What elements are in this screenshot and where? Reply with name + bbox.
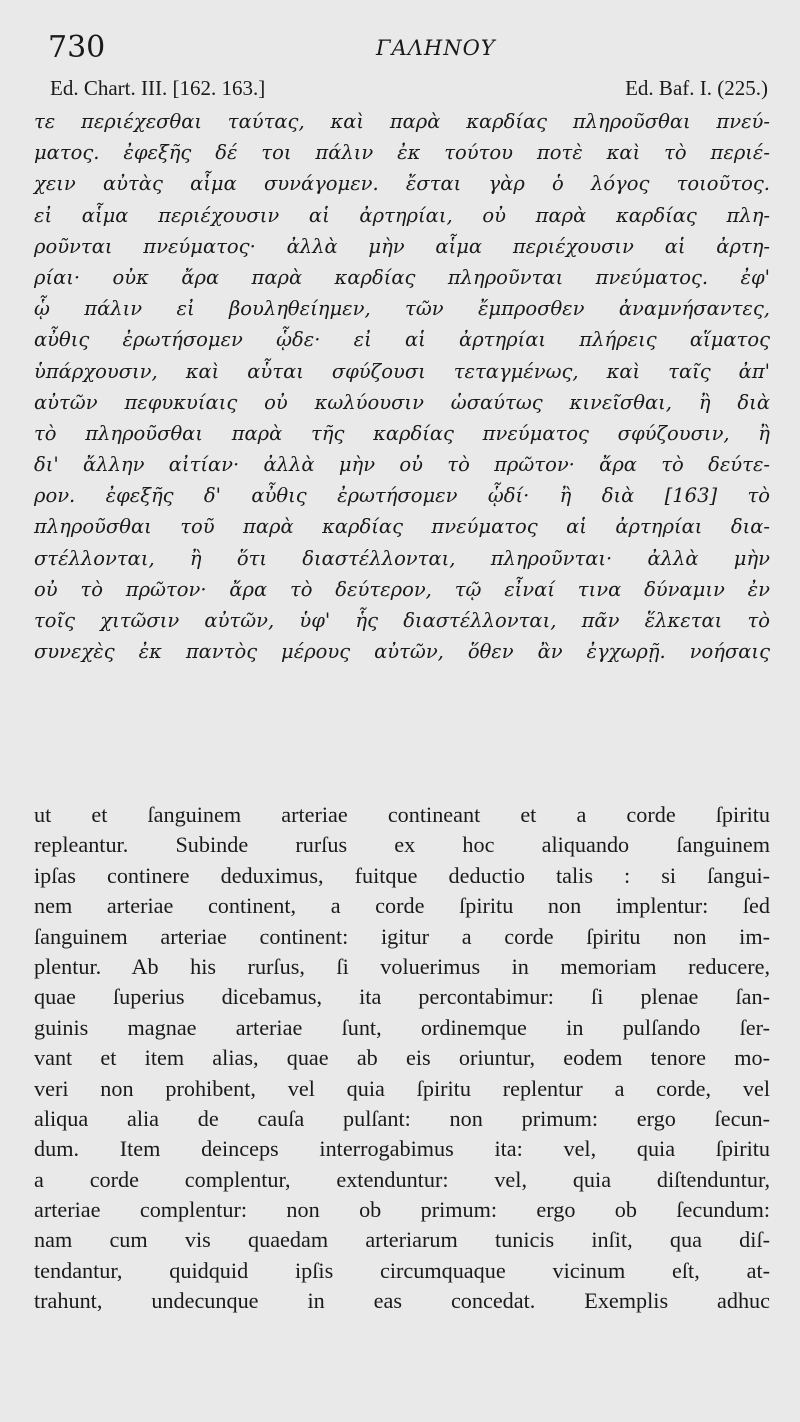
greek-text-line: ματος. ἐφεξῆς δέ τοι πάλιν ἐκ τούτου ποτὲ καὶ τὸ περιέ- — [34, 141, 770, 165]
greek-text-line: στέλλονται, ἢ ὅτι διαστέλλονται, πληροῦνται· ἀλλὰ μὴν — [34, 546, 770, 570]
greek-text-line: αὐτῶν πεφυκυίαις οὐ κωλύουσιν ὡσαύτως κινεῖσθαι, ἢ διὰ — [34, 390, 770, 414]
greek-text-line: αὖθις ἐρωτήσομεν ᾧδε· εἰ αἱ ἀρτηρίαι πλήρεις αἵματος — [34, 328, 770, 352]
latin-text-block — [34, 800, 770, 1317]
running-title: ΓΑΛΗΝΟΥ — [376, 36, 496, 60]
latin-text-line: tendantur, quidquid ipſis circumquaque vicinum eſt, at- — [34, 1257, 770, 1283]
greek-text-line: πληροῦσθαι τοῦ παρὰ καρδίας πνεύματος αἱ ἀρτηρίαι δια- — [34, 515, 770, 539]
greek-text-block — [34, 106, 770, 667]
greek-text-line: ὑπάρχουσιν, καὶ αὗται σφύζουσι τεταγμένως, καὶ ταῖς ἀπ' — [34, 359, 770, 383]
latin-text-line: quae ſuperius dicebamus, ita percontabimur: ſi plenae ſan- — [34, 984, 770, 1010]
latin-text-line: repleantur. Subinde rurſus ex hoc aliquando ſanguinem — [34, 832, 770, 858]
greek-text-line: τὸ πληροῦσθαι παρὰ τῆς καρδίας πνεύματος σφύζουσιν, ἢ — [34, 421, 770, 445]
greek-text-line: τοῖς χιτῶσιν αὐτῶν, ὑφ' ἧς διαστέλλονται, πᾶν ἕλκεται τὸ — [34, 609, 770, 632]
latin-text-line: veri non prohibent, vel quia ſpiritu replentur a corde, vel — [34, 1075, 770, 1101]
latin-text-line: dum. Item deinceps interrogabimus ita: vel, quia ſpiritu — [34, 1136, 770, 1162]
page-header — [40, 30, 770, 70]
latin-text-line: guinis magnae arteriae ſunt, ordinemque in pulſando ſer- — [34, 1014, 770, 1040]
greek-text-line: οὐ τὸ πρῶτον· ἄρα τὸ δεύτερον, τῷ εἶναί τινα δύναμιν ἐν — [34, 577, 770, 601]
latin-text-line: ut et ſanguinem arteriae contineant et a corde ſpiritu — [34, 802, 770, 827]
edition-reference-basel: Ed. Baf. I. (225.) — [625, 76, 768, 100]
greek-text-line: ροῦνται πνεύματος· ἀλλὰ μὴν αἷμα περιέχουσιν αἱ ἀρτη- — [34, 234, 770, 258]
latin-text-line: aliqua alia de cauſa pulſant: non primum: ergo ſecun- — [34, 1105, 770, 1131]
edition-reference-chart: Ed. Chart. III. [162. 163.] — [50, 76, 266, 100]
latin-text-line: a corde complentur, extenduntur: vel, quia diſtenduntur, — [34, 1166, 770, 1192]
latin-text-line: ſanguinem arteriae continent: igitur a corde ſpiritu non im- — [34, 923, 770, 949]
page-number: 730 — [48, 30, 106, 65]
greek-text-line: τε περιέχεσθαι ταύτας, καὶ παρὰ καρδίας πληροῦσθαι πνεύ- — [34, 110, 770, 133]
greek-text-line: δι' ἄλλην αἰτίαν· ἀλλὰ μὴν οὐ τὸ πρῶτον· ἄρα τὸ δεύτε- — [34, 453, 770, 477]
latin-text-line: nem arteriae continent, a corde ſpiritu non implentur: ſed — [34, 893, 770, 919]
latin-text-line: vant et item alias, quae ab eis oriuntur, eodem tenore mo- — [34, 1045, 770, 1071]
greek-text-line: συνεχὲς ἐκ παντὸς μέρους αὐτῶν, ὅθεν ἂν ἐγχωρῇ. νοήσαις — [34, 640, 770, 664]
latin-text-line: plentur. Ab his rurſus, ſi voluerimus in memoriam reducere, — [34, 953, 770, 979]
latin-text-line: arteriae complentur: non ob primum: ergo ob ſecundum: — [34, 1197, 770, 1223]
greek-text-line: εἰ αἷμα περιέχουσιν αἱ ἀρτηρίαι, οὐ παρὰ καρδίας πλη- — [34, 203, 770, 227]
greek-text-line: ρίαι· οὐκ ἄρα παρὰ καρδίας πληροῦνται πνεύματος. ἐφ' — [34, 265, 770, 289]
latin-text-line: nam cum vis quaedam arteriarum tunicis inſit, qua diſ- — [34, 1227, 770, 1253]
latin-text-line: ipſas continere deduximus, fuitque deductio talis : si ſangui- — [34, 862, 770, 888]
greek-text-line: χειν αὐτὰς αἷμα συνάγομεν. ἔσται γὰρ ὁ λόγος τοιοῦτος. — [34, 172, 770, 196]
greek-text-line: ρον. ἐφεξῆς δ' αὖθις ἐρωτήσομεν ᾧδί· ἢ διὰ [163] τὸ — [34, 484, 770, 508]
latin-text-line: trahunt, undecunque in eas concedat. Exemplis adhuc — [34, 1288, 770, 1314]
greek-text-line: ᾧ πάλιν εἰ βουληθείημεν, τῶν ἔμπροσθεν ἀναμνήσαντες, — [34, 297, 770, 321]
edition-reference-line — [40, 76, 768, 104]
